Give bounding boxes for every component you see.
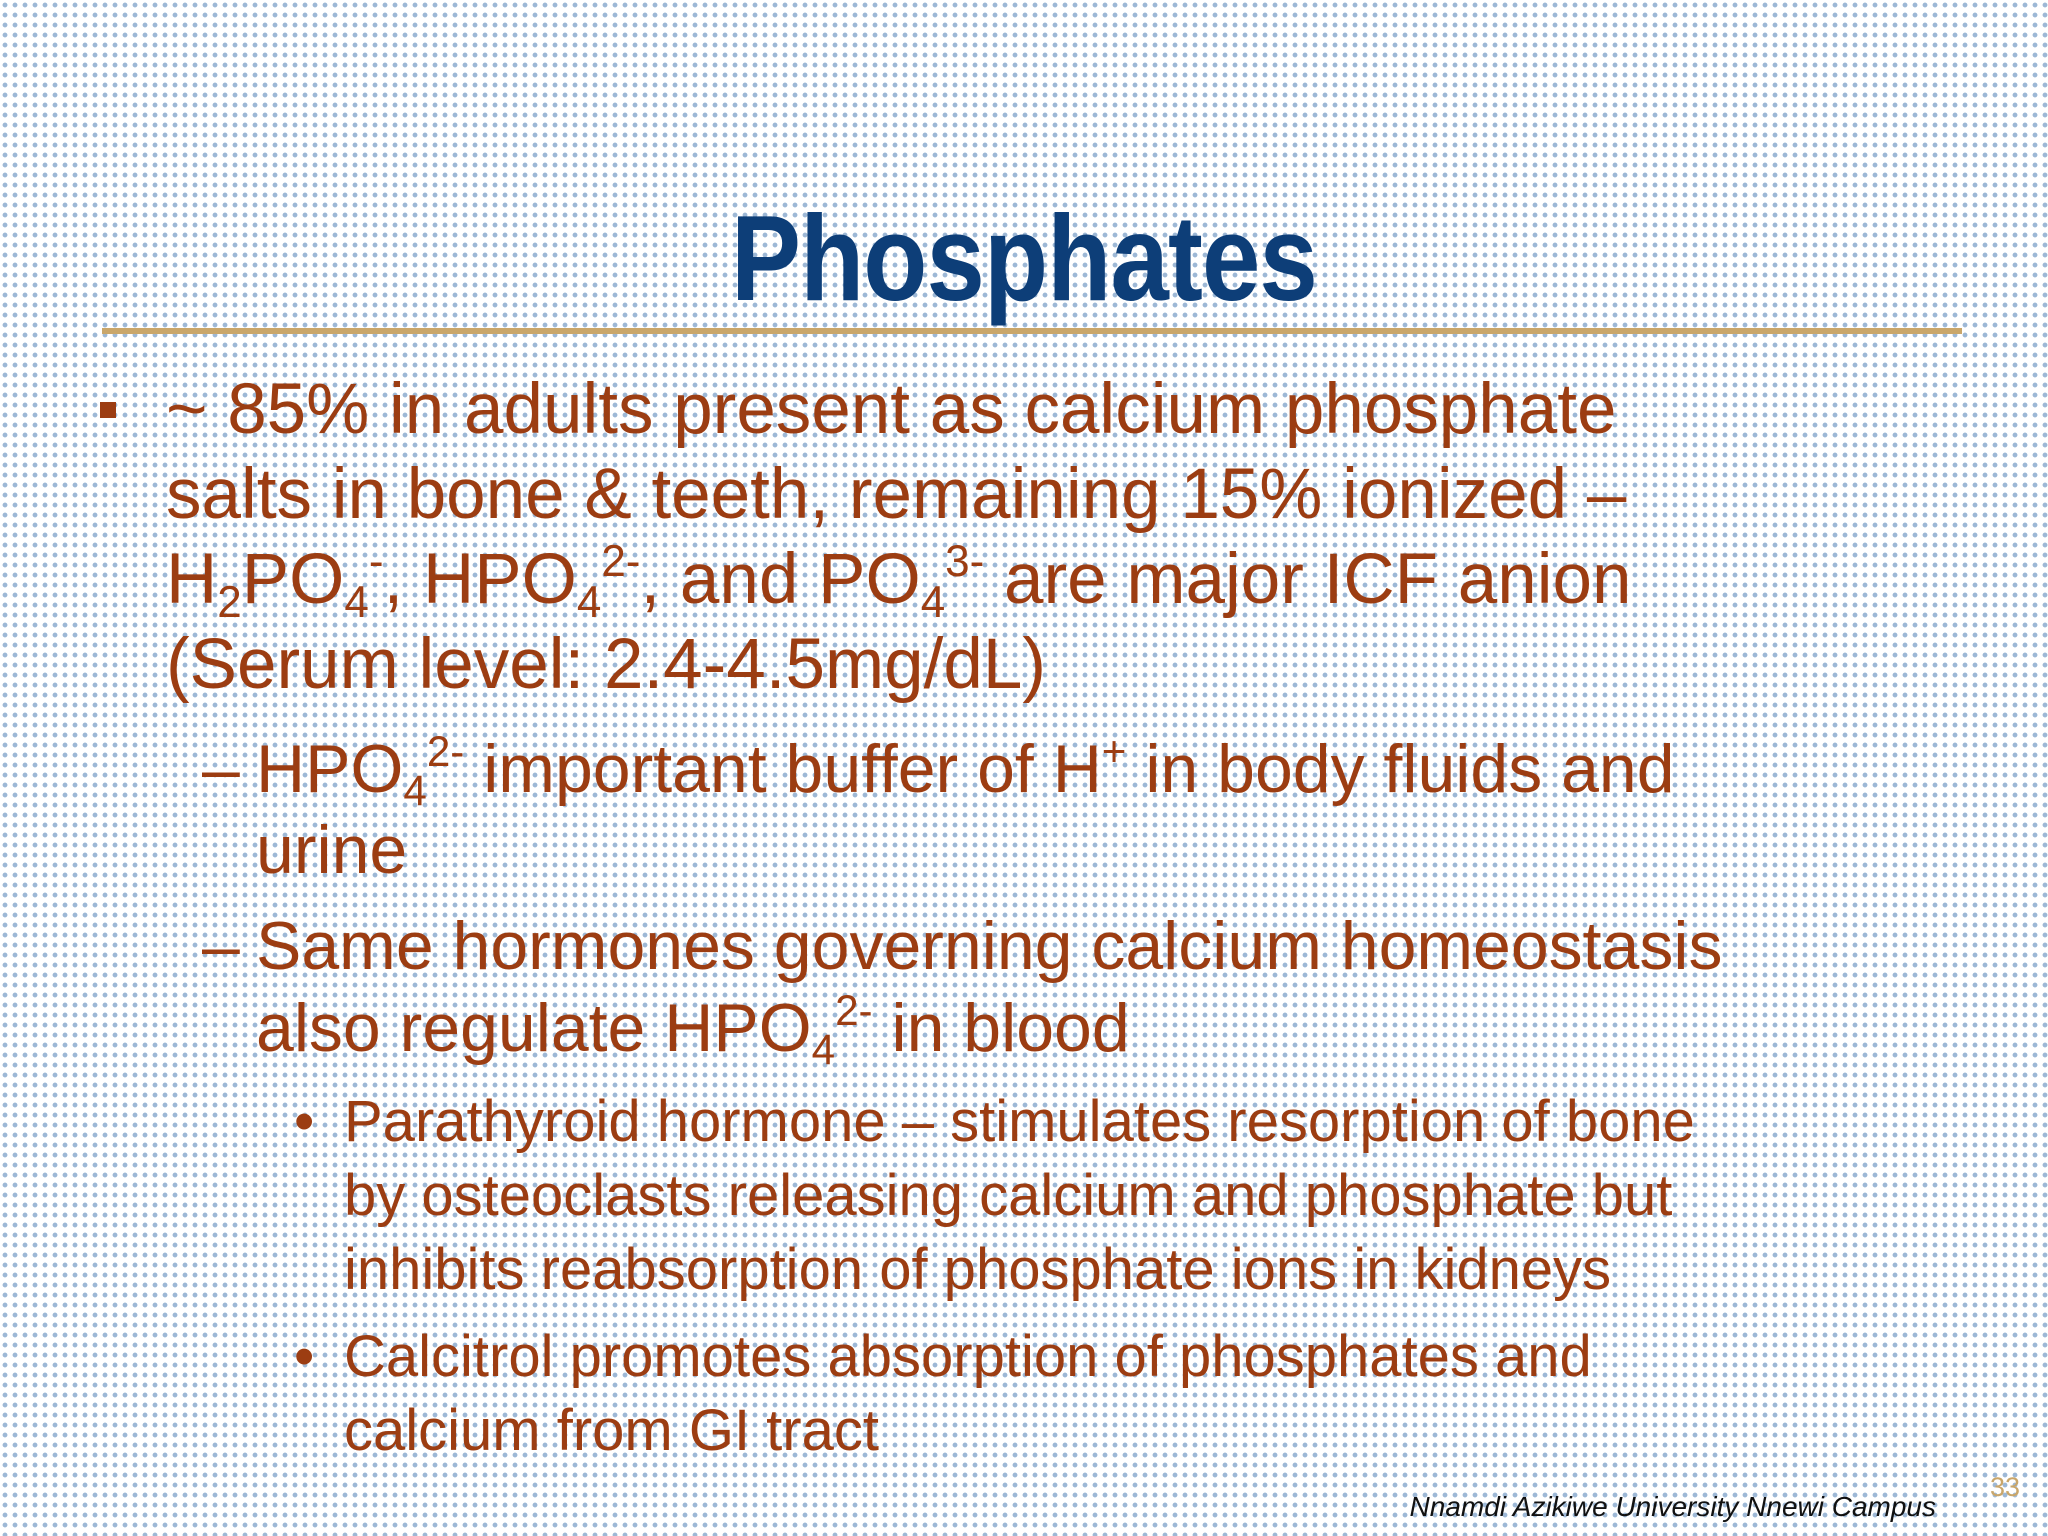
point2-line1: Calcitrol promotes absorption of phosphates and — [344, 1324, 1592, 1389]
slide-title: Phosphates — [730, 190, 1318, 326]
title-divider — [102, 328, 1962, 334]
point1-line3: inhibits reabsorption of phosphate ions in kidneys — [344, 1237, 1612, 1302]
dot-bullet-icon: • — [294, 1089, 315, 1154]
bullet1-line4: (Serum level: 2.4-4.5mg/dL) — [166, 625, 1046, 704]
square-bullet-icon — [100, 402, 116, 418]
point1-line2: by osteoclasts releasing calcium and phosphate but — [344, 1163, 1673, 1228]
sub1-line1: $HPO4^{2-}$ important buffer of H+ in body fluids and — [256, 727, 1675, 815]
dash-bullet-icon: – — [202, 731, 240, 807]
bullet1-line3: H2PO4-, $HPO4^{2-}$, and $PO4^{3-}$ are major ICF anion — [166, 536, 1632, 628]
footer-institution: Nnamdi Azikiwe University Nnewi Campus — [1409, 1491, 1936, 1522]
sub1-line2: urine — [256, 812, 408, 888]
point2-line2: calcium from GI tract — [344, 1398, 879, 1463]
point1-line1: Parathyroid hormone – stimulates resorption of bone — [344, 1089, 1695, 1154]
bullet1-line1: ~ 85% in adults present as calcium phosphate — [166, 370, 1617, 449]
sub2-line2: also regulate $HPO4^{2-}$ in blood — [256, 986, 1130, 1074]
dash-bullet-icon: – — [202, 908, 240, 984]
dot-bullet-icon: • — [294, 1324, 315, 1389]
page-number: 33 — [1990, 1472, 2021, 1502]
bullet1-line2: salts in bone & teeth, remaining 15% ionized – — [166, 455, 1627, 534]
sub2-line1: Same hormones governing calcium homeostasis — [256, 908, 1723, 984]
